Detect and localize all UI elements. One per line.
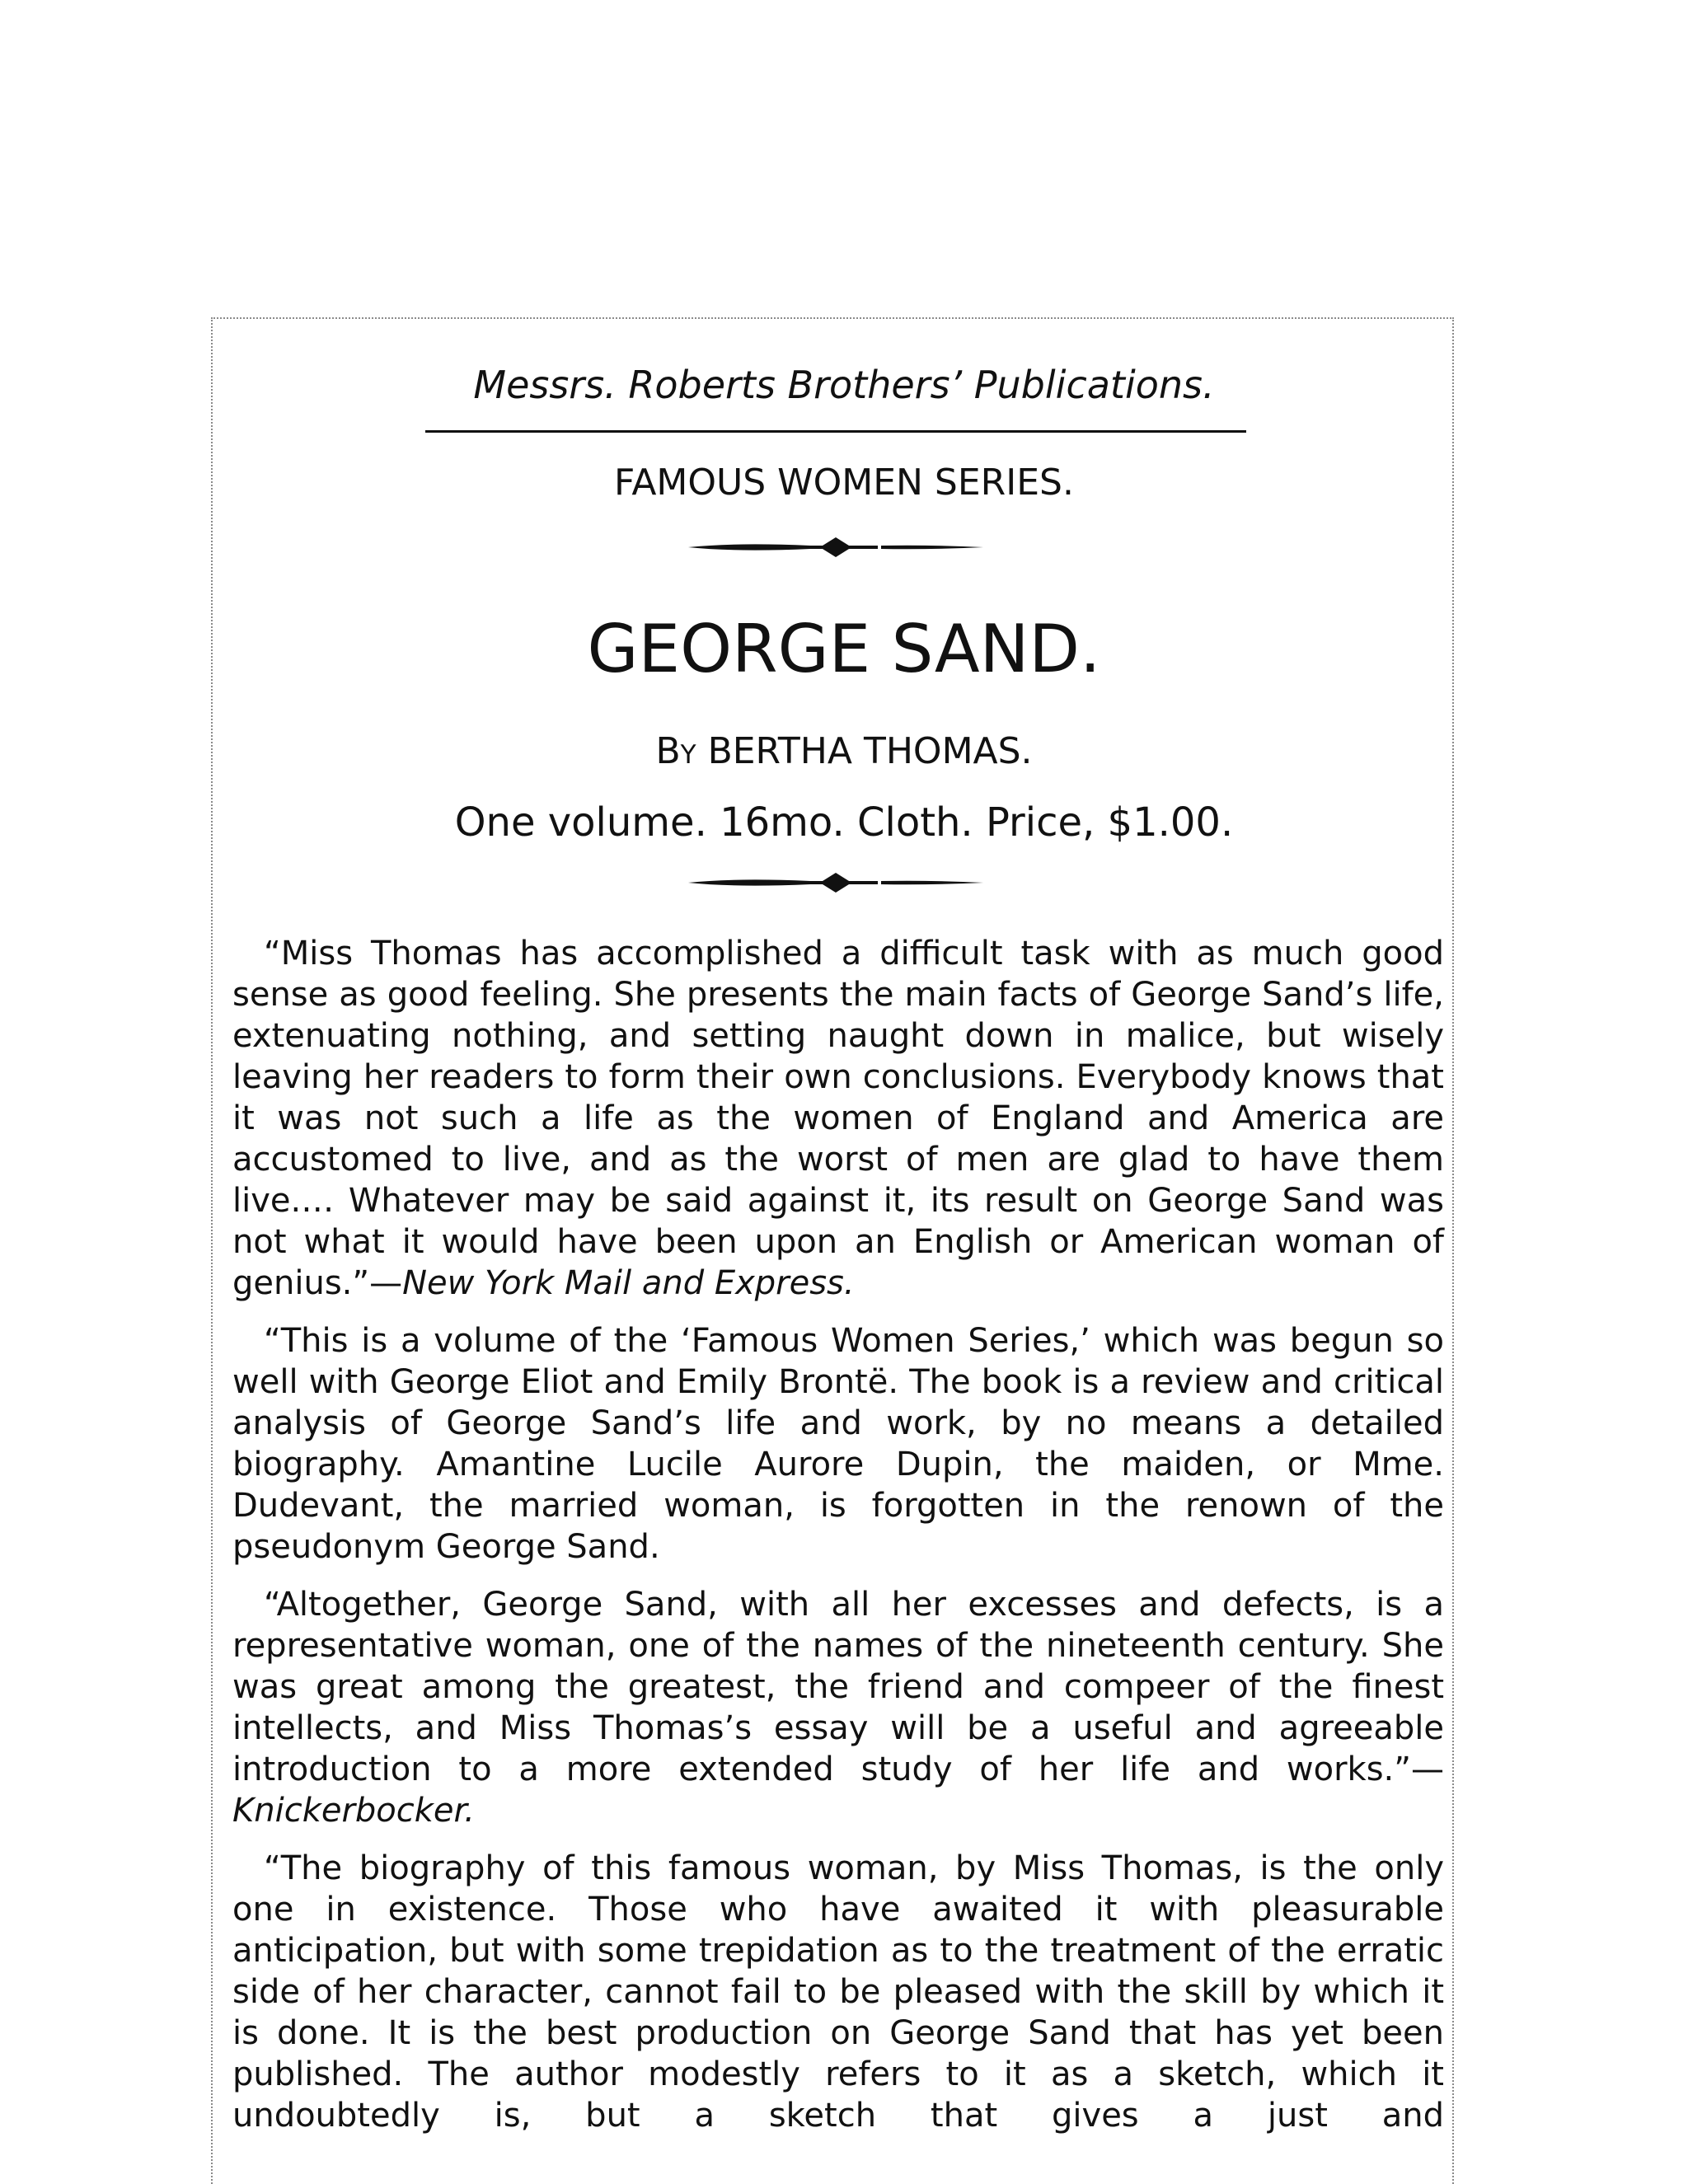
book-details: One volume. 16mo. Cloth. Price, $1.00. [454, 799, 1234, 846]
by-word: By [655, 730, 696, 772]
series-title: FAMOUS WOMEN SERIES. [614, 462, 1074, 504]
review-source: New York Mail and Express. [402, 1264, 855, 1302]
review-text: “Altogether, George Sand, with all her excesses and defects, is a representative woman, one of the names of the nineteenth century. She was great among the greatest, the friend and compeer of the finest intellects, and Miss Thomas’s essay will be a useful and agreeable introduction to a more extended study of her life and works.”— [232, 1586, 1444, 1788]
review-text: “The biography of this famous woman, by Miss Thomas, is the only one in existence. Those who have awaited it with pleasurable anticipation, but with some trepidation as to the treatment of the erratic side of her character, cannot fail to be pleased with the skill by which it is done. It is the best production on George Sand that has yet been published. The author modestly refers to it as a sketch, which it undoubtedly is, but a sketch that gives a just and [232, 1849, 1444, 2135]
review-text: “This is a volume of the ‘Famous Women Series,’ which was begun so well with George Eliot and Emily Brontë. The book is a review and critical analysis of George Sand’s life and work, by no means a detailed biography. Amantine Lucile Aurore Dupin, the maiden, or Mme. Dudevant, the married woman, is forgotten in the renown of the pseudonym George Sand. [232, 1322, 1444, 1566]
book-title: GEORGE SAND. [587, 611, 1101, 687]
ornament-divider-icon [687, 535, 985, 560]
review-paragraph [232, 1320, 1444, 1568]
author-name: BERTHA THOMAS. [696, 730, 1033, 772]
ornament-divider-icon [687, 870, 985, 895]
publisher-header: Messrs. Roberts Brothers’ Publications. [473, 363, 1215, 407]
header-rule [425, 430, 1246, 433]
review-paragraph [232, 1584, 1444, 1831]
review-text: “Miss Thomas has accomplished a difficult task with as much good sense as good feeling. She presents the main facts of George Sand’s life, extenuating nothing, and setting naught down in malice, but wisely leaving her readers to form their own conclusions. Everybody knows that it was not such a life as the women of England and America are accustomed to live, and as the worst of men are glad to have them live.… Whatever may be said against it, its result on George Sand was not what it would have been upon an English or American woman of genius.”— [232, 935, 1444, 1302]
review-paragraph [232, 933, 1444, 1304]
byline [0, 730, 1688, 773]
review-paragraph [232, 1848, 1444, 2136]
review-source: Knickerbocker. [232, 1792, 476, 1830]
reviews-body [232, 933, 1444, 2153]
